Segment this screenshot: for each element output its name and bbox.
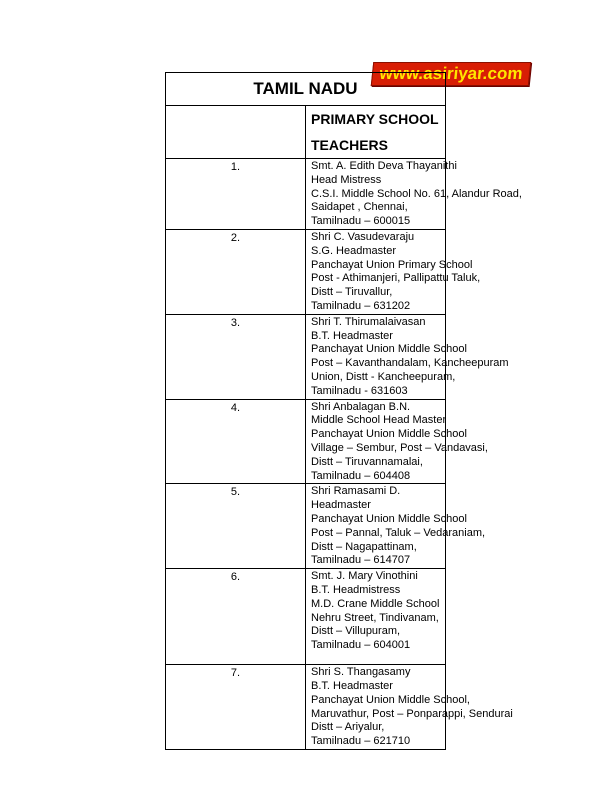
detail-line: Middle School Head Master bbox=[311, 414, 447, 427]
table-row bbox=[166, 399, 446, 484]
teacher-details bbox=[306, 314, 509, 399]
teacher-details bbox=[306, 159, 522, 230]
teacher-details bbox=[306, 399, 488, 484]
teacher-details bbox=[306, 229, 481, 314]
title-row bbox=[166, 73, 446, 106]
table-row bbox=[166, 314, 446, 399]
detail-line: B.T. Headmaster bbox=[311, 329, 393, 342]
detail-line: Union, Distt - Kancheepuram, bbox=[311, 370, 456, 383]
detail-line: Nehru Street, Tindivanam, bbox=[311, 611, 439, 624]
detail-line: Tamilnadu – 614707 bbox=[311, 554, 411, 567]
detail-line: Village – Sembur, Post – Vandavasi, bbox=[311, 441, 488, 454]
detail-line: Distt – Nagapattinam, bbox=[311, 540, 417, 553]
subtitle-row bbox=[166, 106, 446, 159]
table-row bbox=[166, 665, 446, 750]
detail-line: Maruvathur, Post – Ponparappi, Sendurai bbox=[311, 707, 513, 720]
row-number: 5. bbox=[166, 484, 306, 569]
detail-line: Tamilnadu – 621710 bbox=[311, 735, 411, 748]
detail-line: Distt – Tiruvannamalai, bbox=[311, 455, 423, 468]
detail-line: C.S.I. Middle School No. 61, Alandur Road, bbox=[311, 187, 522, 200]
detail-line: S.G. Headmaster bbox=[311, 244, 396, 257]
detail-line: Shri Anbalagan B.N. bbox=[311, 400, 411, 413]
detail-line: Headmaster bbox=[311, 499, 371, 512]
detail-line: Panchayat Union Middle School bbox=[311, 512, 467, 525]
detail-line: Shri T. Thirumalaivasan bbox=[311, 315, 426, 328]
row-number: 3. bbox=[166, 314, 306, 399]
detail-line: M.D. Crane Middle School bbox=[311, 597, 440, 610]
detail-line: Panchayat Union Primary School bbox=[311, 258, 473, 271]
detail-line: Smt. J. Mary Vinothini bbox=[311, 570, 418, 583]
row-number: 2. bbox=[166, 229, 306, 314]
teacher-details bbox=[306, 569, 446, 665]
table-row bbox=[166, 159, 446, 230]
detail-line: Shri S. Thangasamy bbox=[311, 666, 411, 679]
detail-line: Distt – Tiruvallur, bbox=[311, 286, 393, 299]
row-number: 4. bbox=[166, 399, 306, 484]
detail-line: Panchayat Union Middle School bbox=[311, 343, 467, 356]
detail-line: Tamilnadu – 604408 bbox=[311, 469, 411, 482]
table-row bbox=[166, 484, 446, 569]
subtitle-spacer bbox=[166, 106, 306, 159]
detail-line: Tamilnadu - 631603 bbox=[311, 384, 408, 397]
detail-line: Post – Kavanthandalam, Kancheepuram bbox=[311, 357, 509, 370]
detail-line: Distt – Ariyalur, bbox=[311, 721, 385, 734]
detail-line: B.T. Headmistress bbox=[311, 583, 401, 596]
page-title: TAMIL NADU bbox=[166, 73, 446, 106]
detail-line: Panchayat Union Middle School bbox=[311, 428, 467, 441]
section-title: PRIMARY SCHOOL TEACHERS bbox=[306, 106, 446, 159]
watermark-logo: www.asiriyar.com bbox=[371, 62, 532, 86]
row-number: 7. bbox=[166, 665, 306, 750]
detail-line: Distt – Villupuram, bbox=[311, 625, 401, 638]
detail-line: Saidapet , Chennai, bbox=[311, 201, 408, 214]
detail-line: Post - Athimanjeri, Pallipattu Taluk, bbox=[311, 272, 481, 285]
row-number: 6. bbox=[166, 569, 306, 665]
detail-line: B.T. Headmaster bbox=[311, 679, 393, 692]
detail-line: Post – Pannal, Taluk – Vedaraniam, bbox=[311, 526, 486, 539]
detail-line: Smt. A. Edith Deva Thayanithi bbox=[311, 160, 457, 172]
table-row bbox=[166, 569, 446, 665]
detail-line: Tamilnadu – 600015 bbox=[311, 215, 411, 228]
row-number: 1. bbox=[166, 159, 306, 230]
detail-line: Tamilnadu – 604001 bbox=[311, 639, 411, 652]
detail-line: Shri Ramasami D. bbox=[311, 485, 401, 498]
teacher-details bbox=[306, 484, 486, 569]
detail-line: Shri C. Vasudevaraju bbox=[311, 230, 415, 243]
teacher-details bbox=[306, 665, 513, 750]
detail-line: Tamilnadu – 631202 bbox=[311, 299, 411, 312]
table-row bbox=[166, 229, 446, 314]
detail-line: Head Mistress bbox=[311, 173, 382, 186]
detail-line: Panchayat Union Middle School, bbox=[311, 693, 470, 706]
